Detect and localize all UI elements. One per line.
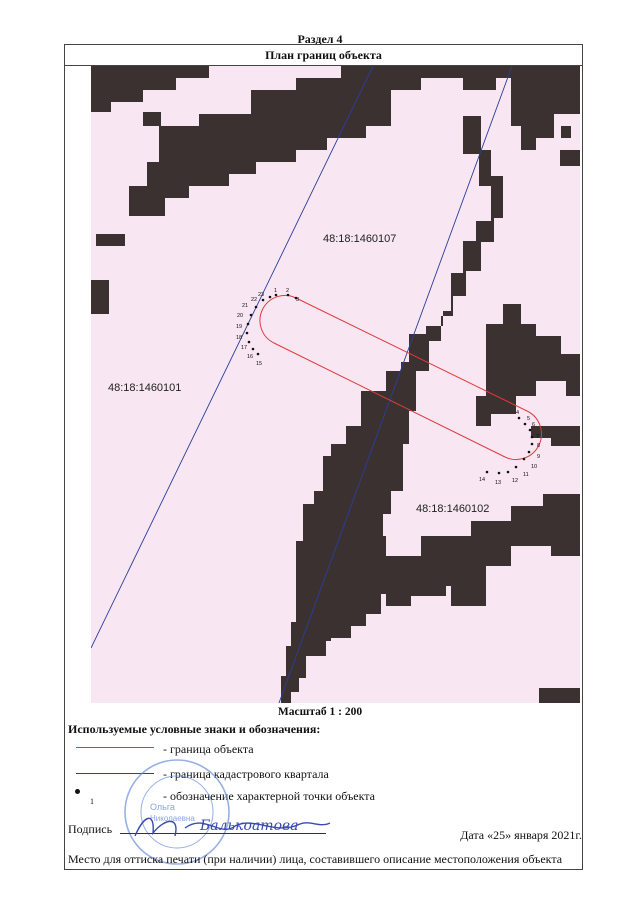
- point-label: 6: [532, 422, 536, 428]
- boundary-map: [91, 66, 580, 703]
- point-label: 14: [479, 477, 486, 483]
- point-label: 23: [258, 292, 265, 298]
- point-label: 4: [516, 410, 520, 416]
- point-label: 12: [512, 478, 519, 484]
- point-label: 8: [537, 443, 541, 449]
- point-label: 20: [237, 313, 244, 319]
- point-label: 15: [256, 361, 263, 367]
- section-title: Раздел 4: [297, 32, 343, 46]
- point-label: 19: [236, 324, 243, 330]
- point-label: 3: [296, 297, 300, 303]
- legend-title: Используемые условные знаки и обозначения:: [68, 722, 321, 736]
- legend-quarter-border-text: - граница кадастрового квартала: [163, 767, 329, 781]
- point-label: 13: [495, 480, 502, 486]
- parcel-label: 48:18:1460102: [416, 503, 490, 515]
- signature-label: Подпись: [68, 822, 113, 836]
- legend-object-border-swatch: [76, 747, 154, 748]
- scale-label: Масштаб 1 : 200: [277, 706, 363, 718]
- parcel-label: 48:18:1460107: [323, 233, 397, 245]
- point-label: 22: [251, 297, 258, 303]
- point-label: 2: [286, 288, 290, 294]
- point-label: 16: [247, 354, 254, 360]
- point-label: 9: [537, 454, 541, 460]
- seal-note: Место для оттиска печати (при наличии) лица, составившего описание местоположения объекта: [68, 852, 563, 866]
- legend-object-border-text: - граница объекта: [163, 742, 254, 756]
- point-label: 11: [523, 472, 529, 478]
- svg-text:Николаевна: Николаевна: [150, 814, 195, 823]
- parcel-label: 48:18:1460101: [108, 382, 182, 394]
- point-label: 18: [236, 335, 243, 341]
- plan-title: План границ объекта: [65, 45, 582, 66]
- point-label: 7: [536, 434, 540, 440]
- svg-text:Балькоатова: Балькоатова: [200, 818, 299, 834]
- legend-point-text: - обозначение характерной точки объекта: [163, 789, 376, 803]
- point-label: 5: [527, 416, 531, 422]
- date-text: Дата «25» января 2021г.: [460, 828, 582, 842]
- legend-point-dot: [75, 789, 80, 794]
- legend-point-number: 1: [90, 797, 94, 806]
- handwritten-signature: [125, 808, 335, 843]
- svg-text:Ольга: Ольга: [150, 802, 175, 812]
- point-label: 1: [274, 288, 278, 294]
- point-label: 17: [241, 345, 248, 351]
- point-label: 21: [242, 303, 249, 309]
- point-label: 10: [531, 464, 538, 470]
